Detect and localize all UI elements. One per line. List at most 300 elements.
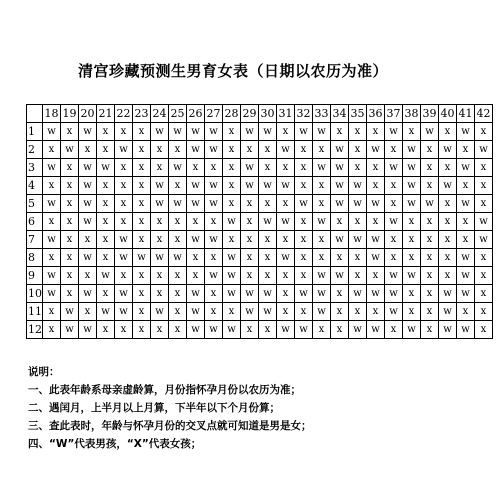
- month-header-11: 11: [27, 303, 43, 321]
- table-cell: x: [457, 231, 475, 249]
- table-cell: w: [457, 249, 475, 267]
- table-cell: w: [169, 123, 187, 141]
- age-header-23: 23: [133, 105, 151, 123]
- table-cell: x: [223, 303, 241, 321]
- table-cell: x: [133, 123, 151, 141]
- table-cell: x: [349, 213, 367, 231]
- table-cell: x: [385, 249, 403, 267]
- month-header-9: 9: [27, 267, 43, 285]
- table-cell: x: [97, 195, 115, 213]
- age-header-21: 21: [97, 105, 115, 123]
- table-cell: x: [421, 249, 439, 267]
- table-cell: x: [151, 141, 169, 159]
- table-cell: w: [403, 195, 421, 213]
- table-cell: x: [439, 267, 457, 285]
- table-cell: w: [331, 231, 349, 249]
- table-cell: x: [403, 123, 421, 141]
- table-cell: x: [295, 141, 313, 159]
- table-cell: w: [61, 303, 79, 321]
- table-cell: x: [331, 303, 349, 321]
- table-cell: w: [385, 213, 403, 231]
- table-cell: w: [133, 249, 151, 267]
- table-cell: w: [205, 177, 223, 195]
- table-cell: x: [241, 267, 259, 285]
- table-cell: x: [169, 285, 187, 303]
- table-cell: w: [79, 177, 97, 195]
- age-header-18: 18: [43, 105, 61, 123]
- table-cell: x: [151, 267, 169, 285]
- table-row: [27, 123, 493, 141]
- table-cell: w: [151, 123, 169, 141]
- table-cell: w: [223, 321, 241, 339]
- table-cell: x: [241, 195, 259, 213]
- table-row: [27, 213, 493, 231]
- table-cell: w: [259, 303, 277, 321]
- table-cell: w: [205, 267, 223, 285]
- table-cell: x: [169, 231, 187, 249]
- table-cell: x: [259, 159, 277, 177]
- table-cell: x: [79, 303, 97, 321]
- table-cell: x: [97, 231, 115, 249]
- table-cell: x: [169, 177, 187, 195]
- table-cell: x: [349, 303, 367, 321]
- table-cell: w: [61, 321, 79, 339]
- table-cell: x: [79, 267, 97, 285]
- table-cell: w: [457, 159, 475, 177]
- table-row: [27, 249, 493, 267]
- age-header-32: 32: [295, 105, 313, 123]
- table-cell: w: [115, 285, 133, 303]
- table-cell: x: [313, 177, 331, 195]
- table-cell: x: [205, 159, 223, 177]
- table-cell: x: [187, 249, 205, 267]
- age-header-26: 26: [187, 105, 205, 123]
- table-cell: w: [205, 195, 223, 213]
- table-cell: x: [403, 231, 421, 249]
- table-cell: w: [169, 195, 187, 213]
- table-cell: x: [97, 177, 115, 195]
- table-cell: x: [223, 177, 241, 195]
- table-cell: w: [277, 177, 295, 195]
- table-cell: x: [241, 231, 259, 249]
- corner-cell: [27, 105, 43, 123]
- table-cell: w: [277, 249, 295, 267]
- table-cell: w: [331, 159, 349, 177]
- table-cell: x: [169, 321, 187, 339]
- table-cell: x: [277, 159, 295, 177]
- table-cell: w: [259, 213, 277, 231]
- table-cell: x: [277, 123, 295, 141]
- table-cell: w: [205, 231, 223, 249]
- table-cell: w: [97, 159, 115, 177]
- table-cell: w: [475, 141, 493, 159]
- age-header-39: 39: [421, 105, 439, 123]
- table-cell: x: [277, 267, 295, 285]
- table-cell: x: [43, 321, 61, 339]
- table-cell: x: [331, 213, 349, 231]
- table-cell: x: [421, 213, 439, 231]
- table-cell: x: [61, 213, 79, 231]
- age-header-22: 22: [115, 105, 133, 123]
- table-cell: x: [295, 159, 313, 177]
- table-cell: x: [331, 321, 349, 339]
- table-cell: x: [403, 285, 421, 303]
- table-cell: x: [223, 141, 241, 159]
- table-cell: w: [259, 123, 277, 141]
- table-cell: w: [277, 141, 295, 159]
- table-cell: x: [241, 321, 259, 339]
- table-cell: w: [61, 141, 79, 159]
- table-cell: x: [205, 285, 223, 303]
- table-cell: x: [439, 231, 457, 249]
- table-cell: x: [151, 213, 169, 231]
- table-cell: w: [295, 195, 313, 213]
- table-cell: w: [403, 141, 421, 159]
- table-cell: x: [385, 177, 403, 195]
- table-cell: x: [421, 231, 439, 249]
- month-header-1: 1: [27, 123, 43, 141]
- table-cell: w: [367, 249, 385, 267]
- table-cell: x: [331, 285, 349, 303]
- table-cell: x: [331, 123, 349, 141]
- table-cell: x: [367, 123, 385, 141]
- table-cell: w: [295, 285, 313, 303]
- table-cell: x: [43, 303, 61, 321]
- header-row: [27, 105, 493, 123]
- table-cell: w: [403, 177, 421, 195]
- table-cell: x: [277, 195, 295, 213]
- table-cell: w: [439, 141, 457, 159]
- table-cell: w: [349, 231, 367, 249]
- table-cell: w: [223, 267, 241, 285]
- age-header-28: 28: [223, 105, 241, 123]
- table-cell: x: [475, 195, 493, 213]
- table-cell: w: [403, 159, 421, 177]
- table-cell: w: [205, 123, 223, 141]
- table-cell: w: [295, 123, 313, 141]
- table-cell: w: [439, 177, 457, 195]
- table-cell: x: [169, 303, 187, 321]
- table-cell: x: [97, 213, 115, 231]
- table-cell: w: [349, 285, 367, 303]
- table-cell: x: [313, 195, 331, 213]
- table-cell: w: [241, 159, 259, 177]
- notes-heading: 说明：: [28, 366, 60, 378]
- table-cell: x: [457, 213, 475, 231]
- table-cell: x: [79, 141, 97, 159]
- table-cell: x: [115, 195, 133, 213]
- table-cell: w: [331, 177, 349, 195]
- age-header-36: 36: [367, 105, 385, 123]
- table-cell: x: [61, 195, 79, 213]
- table-cell: x: [241, 213, 259, 231]
- table-cell: x: [151, 231, 169, 249]
- month-header-6: 6: [27, 213, 43, 231]
- table-cell: x: [169, 141, 187, 159]
- table-cell: x: [223, 123, 241, 141]
- table-cell: x: [43, 177, 61, 195]
- month-header-7: 7: [27, 231, 43, 249]
- table-cell: w: [367, 321, 385, 339]
- table-cell: w: [457, 123, 475, 141]
- table-cell: x: [151, 159, 169, 177]
- table-cell: w: [475, 231, 493, 249]
- table-cell: x: [313, 321, 331, 339]
- month-header-5: 5: [27, 195, 43, 213]
- table-cell: x: [205, 303, 223, 321]
- table-cell: x: [97, 321, 115, 339]
- table-cell: x: [115, 159, 133, 177]
- table-cell: x: [475, 285, 493, 303]
- table-cell: w: [385, 123, 403, 141]
- table-cell: x: [259, 267, 277, 285]
- table-cell: w: [421, 195, 439, 213]
- table-cell: w: [187, 231, 205, 249]
- table-cell: x: [385, 195, 403, 213]
- table-cell: x: [61, 177, 79, 195]
- table-cell: x: [313, 231, 331, 249]
- table-cell: x: [475, 267, 493, 285]
- age-header-41: 41: [457, 105, 475, 123]
- prediction-table: [26, 104, 493, 339]
- table-cell: x: [223, 159, 241, 177]
- table-row: [27, 141, 493, 159]
- table-cell: w: [151, 249, 169, 267]
- table-cell: x: [61, 267, 79, 285]
- table-cell: w: [439, 303, 457, 321]
- table-cell: x: [457, 141, 475, 159]
- table-cell: w: [205, 321, 223, 339]
- table-cell: w: [367, 195, 385, 213]
- table-cell: x: [295, 177, 313, 195]
- table-cell: x: [133, 195, 151, 213]
- table-cell: w: [439, 285, 457, 303]
- table-cell: x: [223, 195, 241, 213]
- table-cell: w: [277, 321, 295, 339]
- table-cell: w: [151, 303, 169, 321]
- table-cell: x: [115, 123, 133, 141]
- table-cell: x: [151, 321, 169, 339]
- table-cell: w: [43, 285, 61, 303]
- table-cell: w: [241, 177, 259, 195]
- table-cell: w: [349, 195, 367, 213]
- table-cell: w: [151, 177, 169, 195]
- table-cell: w: [151, 195, 169, 213]
- table-cell: x: [43, 249, 61, 267]
- table-cell: w: [277, 213, 295, 231]
- table-cell: x: [475, 123, 493, 141]
- table-cell: x: [457, 303, 475, 321]
- table-cell: w: [457, 285, 475, 303]
- table-row: [27, 195, 493, 213]
- table-cell: x: [403, 249, 421, 267]
- table-cell: w: [187, 195, 205, 213]
- age-header-40: 40: [439, 105, 457, 123]
- table-cell: w: [439, 321, 457, 339]
- table-cell: w: [79, 285, 97, 303]
- table-cell: x: [259, 195, 277, 213]
- table-cell: x: [97, 285, 115, 303]
- note-item-4: 四、“W”代表男孩，“X”代表女孩；: [28, 438, 202, 450]
- table-cell: x: [475, 159, 493, 177]
- table-cell: w: [385, 159, 403, 177]
- table-cell: x: [43, 141, 61, 159]
- table-cell: x: [349, 249, 367, 267]
- table-cell: x: [349, 141, 367, 159]
- month-header-3: 3: [27, 159, 43, 177]
- table-cell: x: [295, 249, 313, 267]
- age-header-38: 38: [403, 105, 421, 123]
- table-cell: w: [241, 303, 259, 321]
- table-cell: w: [259, 177, 277, 195]
- table-cell: x: [187, 267, 205, 285]
- table-cell: x: [61, 231, 79, 249]
- table-cell: x: [403, 213, 421, 231]
- table-cell: w: [187, 177, 205, 195]
- table-cell: x: [133, 285, 151, 303]
- table-cell: x: [421, 303, 439, 321]
- table-cell: w: [79, 123, 97, 141]
- table-cell: x: [385, 141, 403, 159]
- table-cell: x: [313, 249, 331, 267]
- table-cell: x: [133, 141, 151, 159]
- table-row: [27, 177, 493, 195]
- table-cell: x: [205, 213, 223, 231]
- table-row: [27, 303, 493, 321]
- table-cell: x: [115, 177, 133, 195]
- table-cell: x: [385, 231, 403, 249]
- table-cell: w: [187, 321, 205, 339]
- age-header-31: 31: [277, 105, 295, 123]
- table-cell: x: [421, 141, 439, 159]
- table-cell: w: [313, 285, 331, 303]
- table-cell: w: [43, 159, 61, 177]
- table-cell: x: [439, 159, 457, 177]
- table-cell: w: [367, 231, 385, 249]
- table-cell: x: [295, 303, 313, 321]
- table-cell: x: [349, 267, 367, 285]
- table-cell: x: [97, 141, 115, 159]
- table-cell: x: [475, 321, 493, 339]
- table-cell: x: [457, 177, 475, 195]
- table-cell: x: [439, 213, 457, 231]
- page-title: 清宫珍藏预测生男育女表（日期以农历为准）: [78, 62, 389, 80]
- table-cell: w: [187, 141, 205, 159]
- table-cell: w: [457, 267, 475, 285]
- table-cell: x: [43, 213, 61, 231]
- month-header-12: 12: [27, 321, 43, 339]
- table-cell: w: [349, 177, 367, 195]
- table-cell: x: [259, 141, 277, 159]
- table-cell: x: [205, 249, 223, 267]
- table-cell: w: [79, 195, 97, 213]
- notes-section: [28, 363, 488, 453]
- table-cell: w: [331, 141, 349, 159]
- table-cell: w: [403, 267, 421, 285]
- table-cell: x: [61, 123, 79, 141]
- table-cell: w: [259, 285, 277, 303]
- table-cell: x: [439, 249, 457, 267]
- table-cell: x: [259, 249, 277, 267]
- table-cell: x: [259, 321, 277, 339]
- table-cell: x: [115, 213, 133, 231]
- table-cell: w: [475, 213, 493, 231]
- table-cell: x: [313, 141, 331, 159]
- table-cell: x: [241, 249, 259, 267]
- age-header-33: 33: [313, 105, 331, 123]
- note-item-2: 二、遇闰月，上半月以上月算，下半年以下个月份算；: [28, 402, 280, 414]
- table-cell: x: [133, 177, 151, 195]
- table-cell: w: [313, 213, 331, 231]
- table-cell: w: [457, 195, 475, 213]
- table-cell: x: [421, 285, 439, 303]
- table-cell: x: [421, 177, 439, 195]
- table-cell: x: [475, 249, 493, 267]
- table-cell: w: [223, 213, 241, 231]
- table-cell: x: [97, 123, 115, 141]
- note-item-1: 一、此表年龄系母亲虚龄算，月份指怀孕月份以农历为准；: [28, 384, 301, 396]
- table-row: [27, 285, 493, 303]
- age-header-34: 34: [331, 105, 349, 123]
- age-header-37: 37: [385, 105, 403, 123]
- table-cell: w: [331, 195, 349, 213]
- table-cell: w: [79, 213, 97, 231]
- table-cell: x: [367, 267, 385, 285]
- table-cell: x: [439, 195, 457, 213]
- age-header-20: 20: [79, 105, 97, 123]
- table-cell: x: [439, 123, 457, 141]
- table-cell: w: [43, 267, 61, 285]
- table-cell: w: [421, 123, 439, 141]
- table-cell: x: [385, 321, 403, 339]
- table-cell: x: [133, 159, 151, 177]
- table-cell: w: [313, 159, 331, 177]
- table-cell: w: [205, 141, 223, 159]
- table-cell: x: [367, 159, 385, 177]
- table-cell: x: [97, 249, 115, 267]
- table-cell: w: [367, 285, 385, 303]
- age-header-29: 29: [241, 105, 259, 123]
- table-cell: x: [241, 141, 259, 159]
- table-cell: w: [43, 231, 61, 249]
- table-cell: x: [133, 231, 151, 249]
- table-cell: x: [277, 303, 295, 321]
- table-cell: x: [133, 303, 151, 321]
- table-cell: x: [169, 267, 187, 285]
- table-cell: w: [349, 321, 367, 339]
- table-cell: w: [115, 303, 133, 321]
- table-cell: x: [349, 123, 367, 141]
- month-header-4: 4: [27, 177, 43, 195]
- table-cell: w: [115, 141, 133, 159]
- table-cell: w: [169, 159, 187, 177]
- month-header-8: 8: [27, 249, 43, 267]
- table-cell: x: [367, 177, 385, 195]
- table-cell: x: [421, 267, 439, 285]
- table-cell: x: [61, 285, 79, 303]
- table-cell: w: [457, 321, 475, 339]
- table-cell: x: [475, 177, 493, 195]
- table-cell: w: [313, 267, 331, 285]
- table-cell: w: [241, 285, 259, 303]
- table-cell: w: [385, 285, 403, 303]
- table-cell: x: [475, 303, 493, 321]
- month-header-2: 2: [27, 141, 43, 159]
- table-cell: w: [115, 249, 133, 267]
- table-cell: x: [133, 321, 151, 339]
- table-cell: x: [295, 213, 313, 231]
- table-cell: x: [61, 249, 79, 267]
